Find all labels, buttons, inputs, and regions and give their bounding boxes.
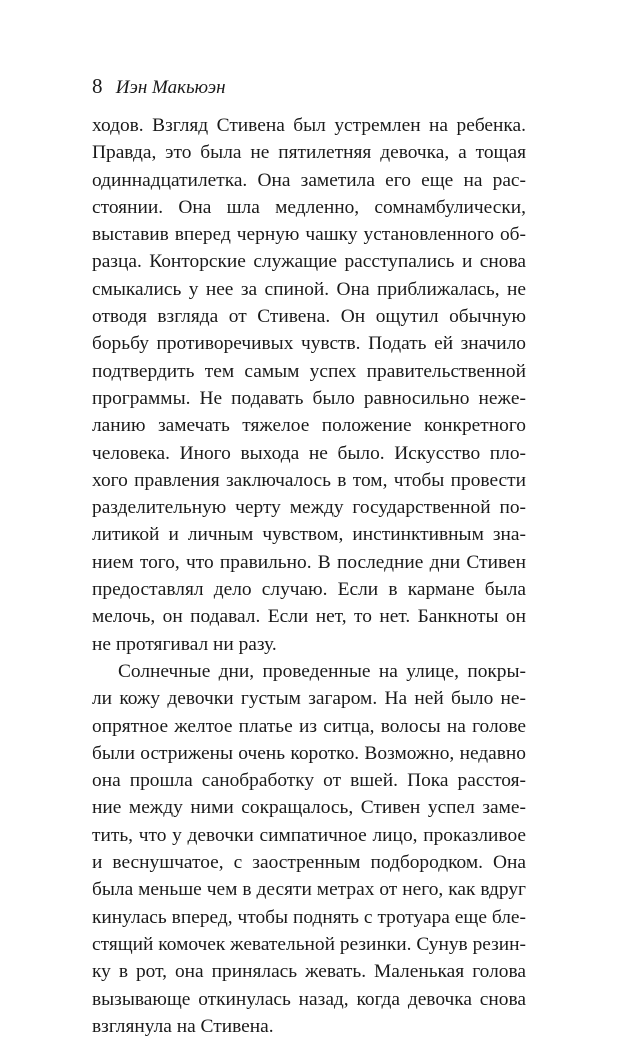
text-line: подтвердить тем самым успех правительственной xyxy=(92,360,526,382)
text-line: и веснушчатое, с заостренным подбородком. Она xyxy=(92,852,526,874)
text-line: предоставлял дело случаю. Если в кармане была xyxy=(92,579,526,601)
text-line: взглянула на Стивена. xyxy=(92,1015,274,1037)
text-line: разделительную черту между государственной по- xyxy=(92,497,526,519)
text-line: борьбу противоречивых чувств. Подать ей значило xyxy=(92,333,526,355)
text-line: опрятное желтое платье из ситца, волосы на голове xyxy=(92,715,526,737)
text-line: она прошла санобработку от вшей. Пока расстоя- xyxy=(92,770,526,792)
text-line: человека. Иного выхода не было. Искусство пло- xyxy=(92,442,526,464)
text-line: мелочь, он подавал. Если нет, то нет. Банкноты он xyxy=(92,606,526,628)
text-line: выставив вперед черную чашку установленного об- xyxy=(92,224,526,246)
text-line: тить, что у девочки симпатичное лицо, проказливое xyxy=(92,824,526,846)
body-text xyxy=(92,112,526,1040)
page-number: 8 xyxy=(92,74,103,98)
text-line: ли кожу девочки густым загаром. На ней было не- xyxy=(92,688,526,710)
running-header xyxy=(92,73,226,101)
author-name: Иэн Макьюэн xyxy=(115,77,226,98)
text-line: отводя взгляда от Стивена. Он ощутил обычную xyxy=(92,306,526,328)
text-line: была меньше чем в десяти метрах от него, как вдруг xyxy=(92,879,526,901)
text-line: смыкались у нее за спиной. Она приближалась, не xyxy=(92,278,526,300)
text-line: Правда, это была не пятилетняя девочка, а тощая xyxy=(92,142,526,164)
text-line: Солнечные дни, проведенные на улице, покры- xyxy=(118,660,526,682)
text-line: литикой и личным чувством, инстинктивным зна- xyxy=(92,524,526,546)
text-line: вызывающе откинулась назад, когда девочка снова xyxy=(92,988,526,1010)
text-line: программы. Не подавать было равносильно нежe- xyxy=(92,387,526,409)
text-line: не протягивал ни разу. xyxy=(92,633,277,655)
text-line: разца. Конторские служащие расступались и снова xyxy=(92,251,526,273)
text-line: нием того, что правильно. В последние дни Стивен xyxy=(92,551,526,573)
text-line: стящий комочек жевательной резинки. Сунув резин- xyxy=(92,933,526,955)
text-line: были острижены очень коротко. Возможно, недавно xyxy=(92,742,526,764)
text-line: ланию замечать тяжелое положение конкретного xyxy=(92,415,526,437)
text-line: кинулась вперед, чтобы поднять с тротуара еще бле- xyxy=(92,906,526,928)
text-line: хого правления заключалось в том, чтобы провести xyxy=(92,469,526,491)
text-line: стоянии. Она шла медленно, сомнамбулически, xyxy=(92,196,526,218)
text-line: ходов. Взгляд Стивена был устремлен на ребенка. xyxy=(92,115,526,136)
text-line: одиннадцатилетка. Она заметила его еще на рас- xyxy=(92,169,526,191)
text-line: ку в рот, она принялась жевать. Маленькая голова xyxy=(92,961,526,983)
text-line: ние между ними сокращалось, Стивен успел заме- xyxy=(92,797,526,819)
